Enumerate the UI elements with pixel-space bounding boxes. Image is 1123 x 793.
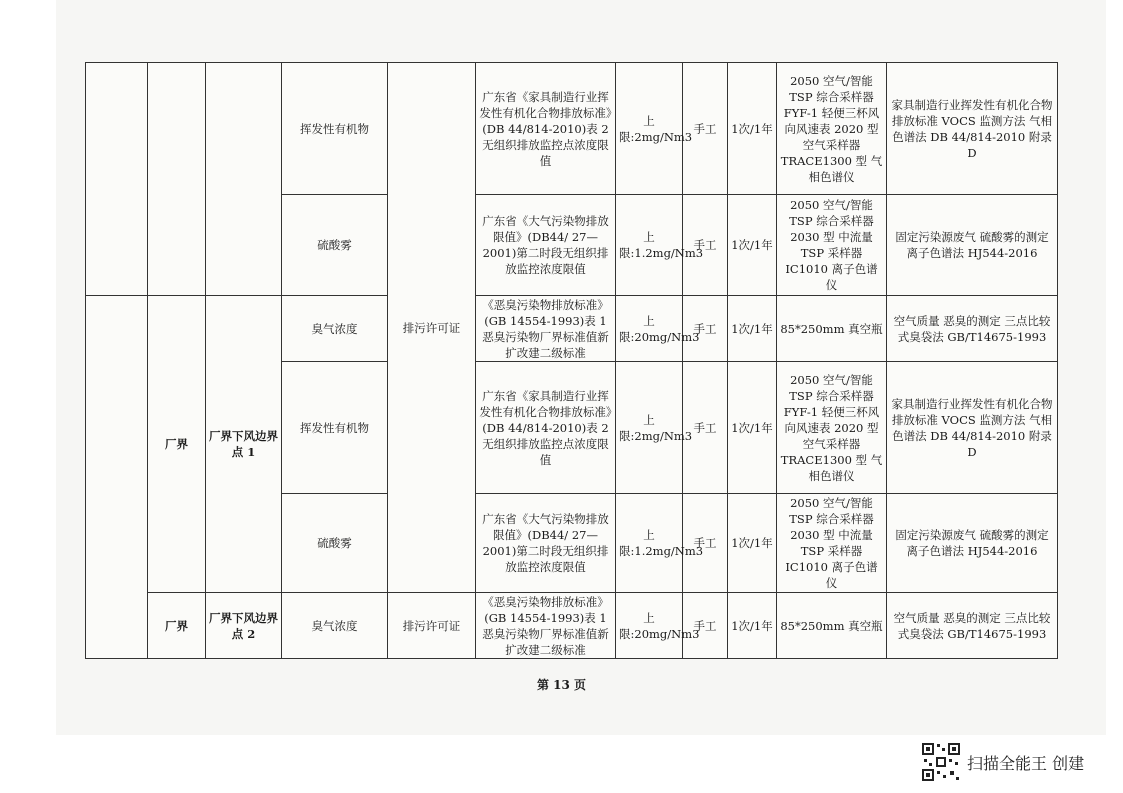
pollutant-cell: 硫酸雾 xyxy=(282,195,388,296)
monitoring-point-cell: 厂界下风边界点 1 xyxy=(206,296,282,593)
pollutant-cell: 挥发性有机物 xyxy=(282,63,388,195)
standard-cell: 《恶臭污染物排放标准》(GB 14554-1993)表 1 恶臭污染物厂界标准值新扩改建二级标准 xyxy=(476,593,616,659)
table-row xyxy=(86,296,1058,362)
frequency-cell: 1次/1年 xyxy=(728,63,777,195)
analysis-method-cell: 固定污染源废气 硫酸雾的测定 离子色谱法 HJ544-2016 xyxy=(887,494,1058,593)
category-cell xyxy=(148,63,206,296)
limit-cell: 上限:2mg/Nm3 xyxy=(616,362,683,494)
method-cell: 手工 xyxy=(683,593,728,659)
analysis-method-cell: 空气质量 恶臭的测定 三点比较式臭袋法 GB/T14675-1993 xyxy=(887,593,1058,659)
frequency-cell: 1次/1年 xyxy=(728,494,777,593)
instrument-cell: 2050 空气/智能TSP 综合采样器 2030 型 中流量 TSP 采样器 IC1010 离子色谱仪 xyxy=(777,494,887,593)
basis-cell: 排污许可证 xyxy=(388,63,476,593)
analysis-method-cell: 家具制造行业挥发性有机化合物排放标准 VOCS 监测方法 气相色谱法 DB 44/814-2010 附录 D xyxy=(887,362,1058,494)
limit-cell: 上限:20mg/Nm3 xyxy=(616,296,683,362)
blank-cell xyxy=(86,63,148,296)
limit-cell: 上限:20mg/Nm3 xyxy=(616,593,683,659)
method-cell: 手工 xyxy=(683,296,728,362)
instrument-cell: 85*250mm 真空瓶 xyxy=(777,296,887,362)
frequency-cell: 1次/1年 xyxy=(728,362,777,494)
instrument-cell: 2050 空气/智能TSP 综合采样器 FYF-1 轻便三杯风向风速表 2020 型 空气采样器 TRACE1300 型 气相色谱仪 xyxy=(777,63,887,195)
category-cell: 厂界 xyxy=(148,593,206,659)
standard-cell: 广东省《大气污染物排放限值》(DB44/ 27—2001)第二时段无组织排放监控浓度限值 xyxy=(476,494,616,593)
standard-cell: 《恶臭污染物排放标准》(GB 14554-1993)表 1 恶臭污染物厂界标准值新扩改建二级标准 xyxy=(476,296,616,362)
analysis-method-cell: 固定污染源废气 硫酸雾的测定 离子色谱法 HJ544-2016 xyxy=(887,195,1058,296)
limit-cell: 上限:1.2mg/Nm3 xyxy=(616,494,683,593)
analysis-method-cell: 空气质量 恶臭的测定 三点比较式臭袋法 GB/T14675-1993 xyxy=(887,296,1058,362)
limit-cell: 上限:2mg/Nm3 xyxy=(616,63,683,195)
standard-cell: 广东省《大气污染物排放限值》(DB44/ 27—2001)第二时段无组织排放监控浓度限值 xyxy=(476,195,616,296)
pollutant-cell: 臭气浓度 xyxy=(282,296,388,362)
frequency-cell: 1次/1年 xyxy=(728,593,777,659)
instrument-cell: 85*250mm 真空瓶 xyxy=(777,593,887,659)
basis-cell: 排污许可证 xyxy=(388,593,476,659)
qr-code-icon xyxy=(921,742,961,782)
page-number: 第 13 页 xyxy=(536,678,587,692)
method-cell: 手工 xyxy=(683,494,728,593)
monitoring-point-cell xyxy=(206,63,282,296)
instrument-cell: 2050 空气/智能TSP 综合采样器 FYF-1 轻便三杯风向风速表 2020 型 空气采样器 TRACE1300 型 气相色谱仪 xyxy=(777,362,887,494)
standard-cell: 广东省《家具制造行业挥发性有机化合物排放标准》(DB 44/814-2010)表 2 无组织排放监控点浓度限值 xyxy=(476,63,616,195)
pollutant-cell: 臭气浓度 xyxy=(282,593,388,659)
blank-cell xyxy=(86,296,148,659)
method-cell: 手工 xyxy=(683,362,728,494)
limit-cell: 上限:1.2mg/Nm3 xyxy=(616,195,683,296)
analysis-method-cell: 家具制造行业挥发性有机化合物排放标准 VOCS 监测方法 气相色谱法 DB 44/814-2010 附录 D xyxy=(887,63,1058,195)
monitoring-table xyxy=(85,62,1058,659)
method-cell: 手工 xyxy=(683,63,728,195)
method-cell: 手工 xyxy=(683,195,728,296)
frequency-cell: 1次/1年 xyxy=(728,195,777,296)
monitoring-point-cell: 厂界下风边界点 2 xyxy=(206,593,282,659)
table-row xyxy=(86,593,1058,659)
instrument-cell: 2050 空气/智能TSP 综合采样器 2030 型 中流量 TSP 采样器 IC1010 离子色谱仪 xyxy=(777,195,887,296)
pollutant-cell: 挥发性有机物 xyxy=(282,362,388,494)
frequency-cell: 1次/1年 xyxy=(728,296,777,362)
table-row xyxy=(86,63,1058,195)
watermark-text: 扫描全能王 创建 xyxy=(967,753,1085,773)
category-cell: 厂界 xyxy=(148,296,206,593)
pollutant-cell: 硫酸雾 xyxy=(282,494,388,593)
scanner-watermark xyxy=(921,742,1084,782)
standard-cell: 广东省《家具制造行业挥发性有机化合物排放标准》(DB 44/814-2010)表 2 无组织排放监控点浓度限值 xyxy=(476,362,616,494)
